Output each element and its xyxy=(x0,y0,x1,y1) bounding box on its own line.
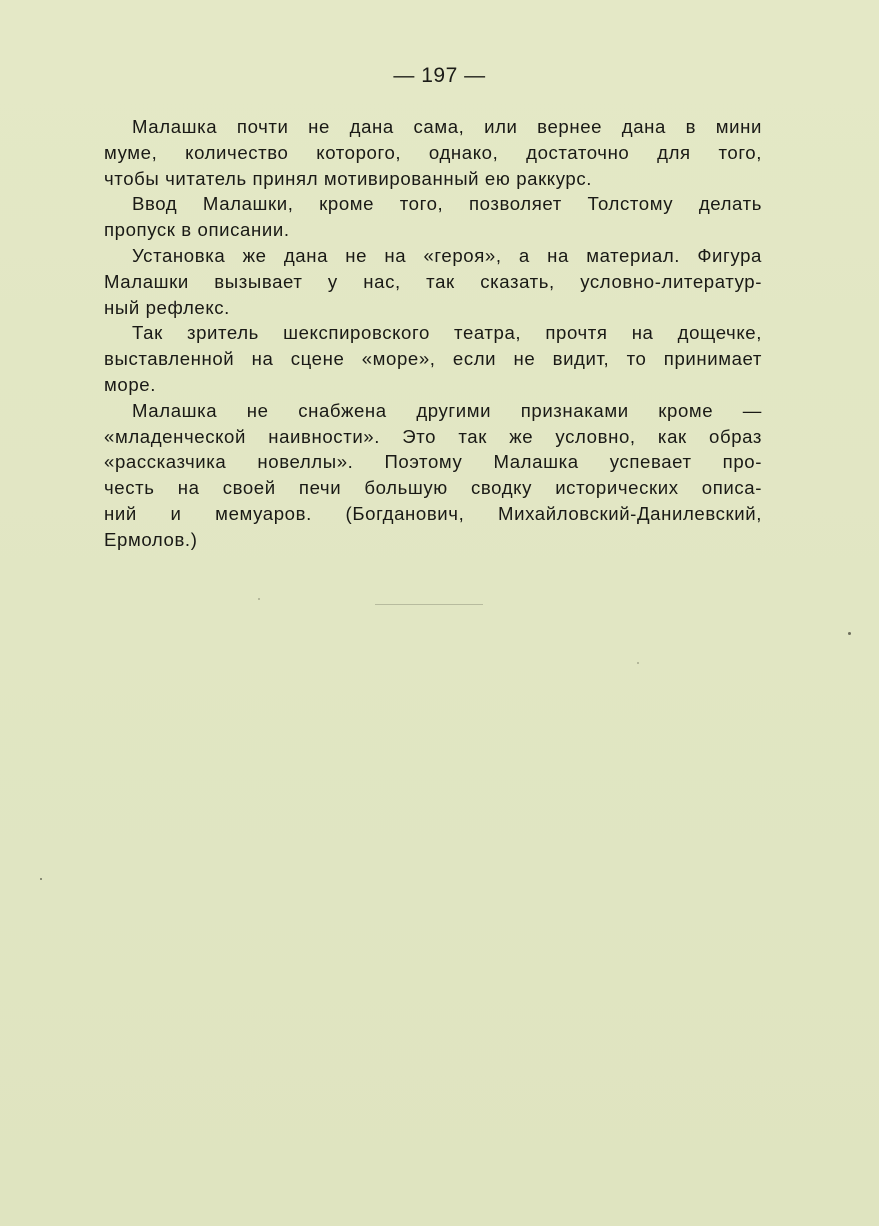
text-line: море. xyxy=(104,373,156,395)
text-line: чтобы читатель принял мотивированный ею раккурс. xyxy=(104,167,593,189)
page-number: — 197 — xyxy=(393,64,486,87)
text-line: выставленной на сцене «море», если не видит, то принимает xyxy=(104,348,762,370)
text-line: честь на своей печи большую сводку исторических описа- xyxy=(104,477,762,499)
text-line: ний и мемуаров. (Богданович, Михайловский-Данилевский, xyxy=(104,502,762,524)
paper-speck xyxy=(258,598,260,600)
paper-speck xyxy=(848,632,851,635)
text-line: Малашка не снабжена другими признаками кроме — xyxy=(132,399,762,421)
text-line: ный рефлекс. xyxy=(104,296,230,318)
text-line: пропуск в описании. xyxy=(104,219,290,241)
text-line: Установка же дана не на «героя», а на материал. Фигура xyxy=(132,244,762,266)
text-line: «младенческой наивности». Это так же условно, как образ xyxy=(104,425,762,447)
text-line: Ввод Малашки, кроме того, позволяет Толстому делать xyxy=(132,193,762,215)
paper-speck xyxy=(40,878,42,880)
paper-speck xyxy=(637,662,639,664)
paragraph-4 xyxy=(104,320,762,397)
text-line: Ермолов.) xyxy=(104,528,198,550)
text-line: муме, количество которого, однако, достаточно для того, xyxy=(104,141,762,163)
paragraph-3 xyxy=(104,243,762,320)
paragraph-5 xyxy=(104,398,762,553)
body-text xyxy=(104,114,762,553)
paragraph-1 xyxy=(104,114,762,191)
section-divider xyxy=(375,604,483,605)
paragraph-2 xyxy=(104,191,762,243)
text-line: Малашка почти не дана сама, или вернее дана в мини xyxy=(132,116,762,137)
text-line: Малашки вызывает у нас, так сказать, условно-литератур- xyxy=(104,270,762,292)
text-line: «рассказчика новеллы». Поэтому Малашка успевает про- xyxy=(104,451,762,473)
text-line: Так зритель шекспировского театра, прочтя на дощечке, xyxy=(132,322,762,344)
